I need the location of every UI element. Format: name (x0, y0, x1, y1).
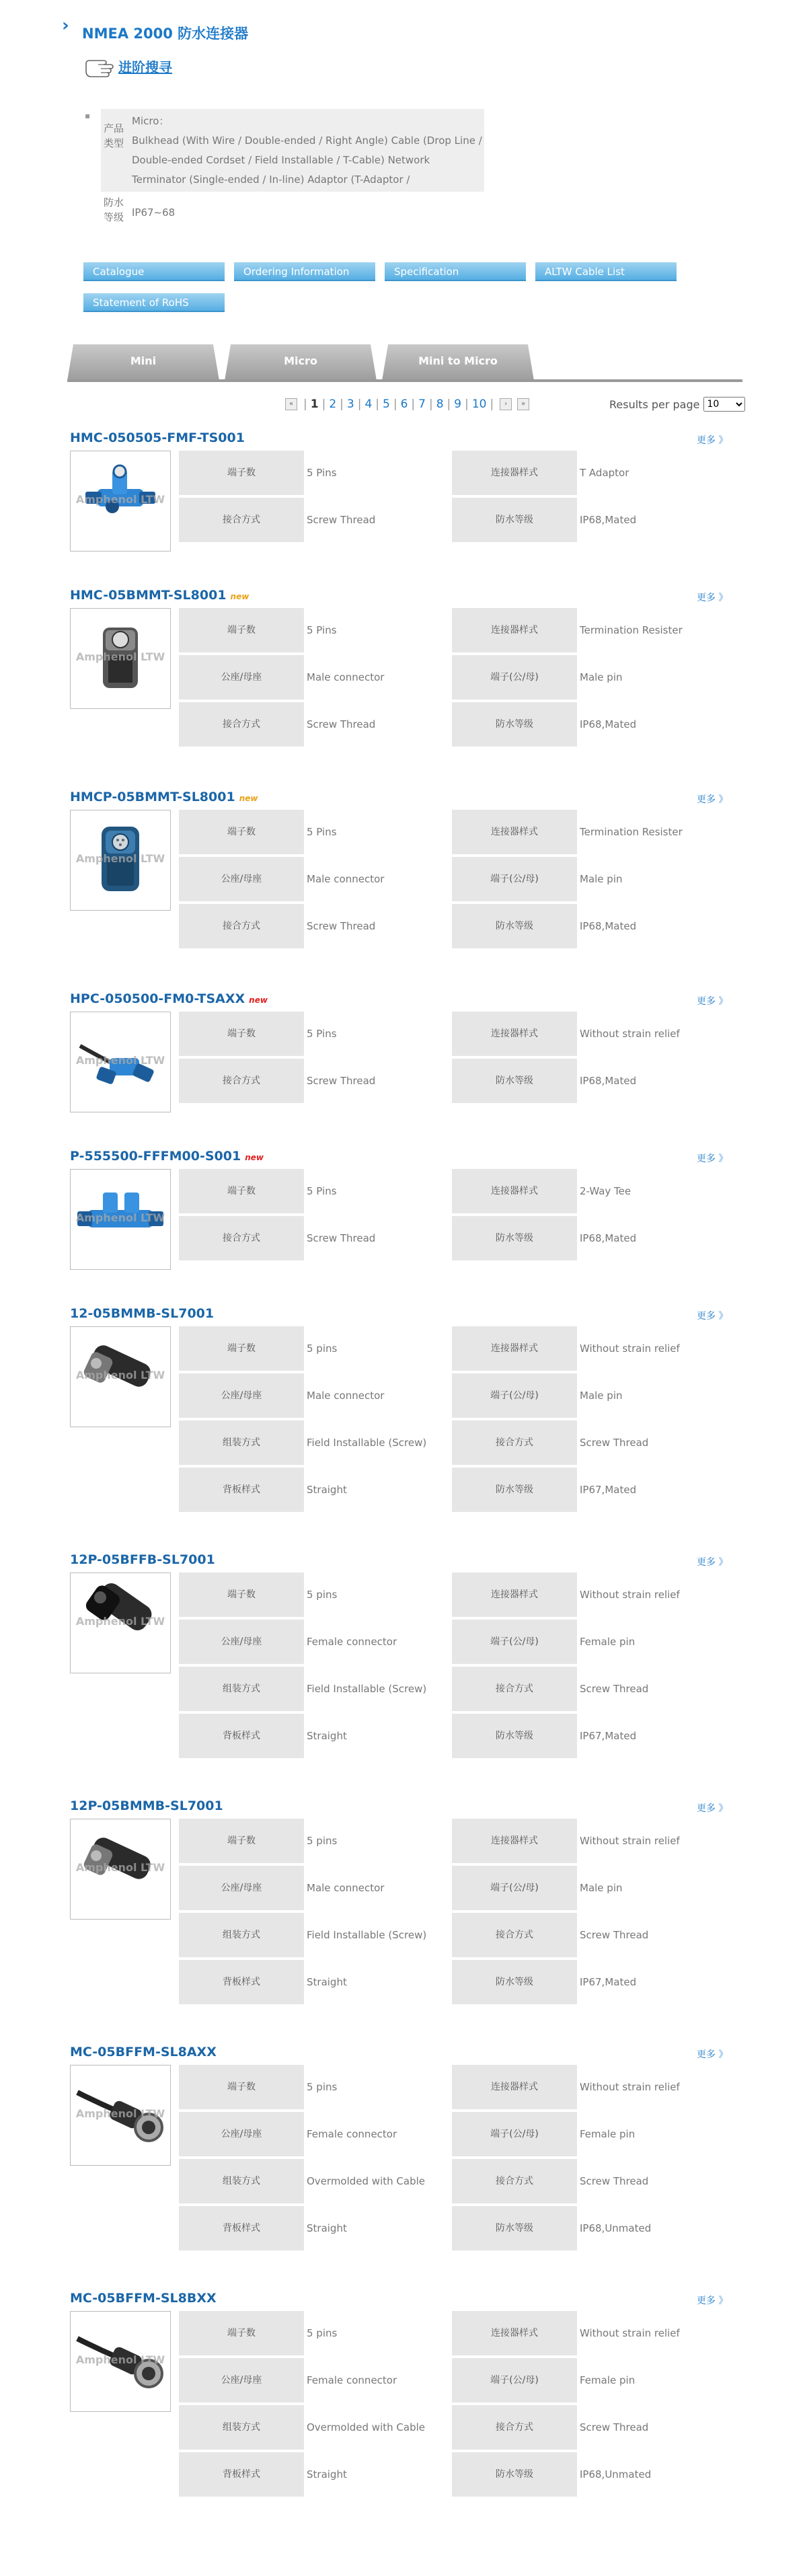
spec-label: 连接器样式 (452, 608, 577, 652)
watermark-text: Amphenol LTW (75, 1211, 165, 1224)
spec-value: Female pin (580, 2374, 636, 2386)
spec-label: 防水等级 (452, 1714, 577, 1758)
spec-value: 5 Pins (307, 1185, 337, 1197)
first-page-button[interactable]: « (285, 398, 297, 410)
watermark-text: Amphenol LTW (75, 1615, 165, 1628)
field-plug-male-icon[interactable] (70, 1819, 171, 1920)
results-per-page (609, 395, 745, 413)
spec-label: 连接器样式 (452, 1573, 577, 1617)
spec-label: 组装方式 (179, 2405, 304, 2450)
spec-label: 防水等级 (452, 2452, 577, 2497)
product-type-line: Terminator (Single-ended / In-line) Adaptor (T-Adaptor / (132, 174, 410, 186)
spec-label: 端子数 (179, 1169, 304, 1213)
page-link-8[interactable]: 8 (436, 397, 444, 411)
page-title: NMEA 2000 防水连接器 (82, 26, 249, 42)
ip-rating-value: IP67~68 (132, 206, 176, 219)
spec-value: Male connector (307, 671, 385, 683)
product-name: HMC-05BMMT-SL8001 (70, 588, 227, 603)
pagination: « | 1 | 2 | 3 | 4 | 5 | 6 | 7 | 8 | 9 | 10 | › » (282, 395, 532, 413)
product-name: P-555500-FFFM00-S001 (70, 1149, 241, 1164)
info-bullet-icon: ▪ (85, 111, 91, 120)
terminator-icon[interactable] (70, 608, 171, 709)
segment-micro[interactable] (225, 344, 377, 381)
watermark-text: Amphenol LTW (75, 1861, 165, 1874)
spec-value: Without strain relief (580, 1342, 680, 1355)
spec-label: 组装方式 (179, 1667, 304, 1711)
page-link-4[interactable]: 4 (364, 397, 373, 411)
spec-label: 连接器样式 (452, 2065, 577, 2109)
watermark-text: Amphenol LTW (75, 2107, 165, 2120)
segment-mini[interactable] (67, 344, 219, 381)
results-per-page-select[interactable] (703, 397, 745, 412)
product-name: MC-05BFFM-SL8AXX (70, 2045, 217, 2059)
spec-label: 接合方式 (452, 1913, 577, 1957)
spec-label: 连接器样式 (452, 2311, 577, 2355)
field-plug-male-icon[interactable] (70, 1326, 171, 1427)
watermark-text: Amphenol LTW (75, 2353, 165, 2366)
product-name: MC-05BFFM-SL8BXX (70, 2291, 217, 2306)
spec-value: Termination Resister (580, 624, 683, 636)
spec-value: IP68,Unmated (580, 2468, 652, 2480)
spec-value: 5 Pins (307, 624, 337, 636)
product-name: 12P-05BFFB-SL7001 (70, 1552, 215, 1567)
spec-label: 防水等级 (452, 2206, 577, 2250)
segment-underline (67, 379, 742, 382)
spec-label: 背板样式 (179, 1468, 304, 1512)
segment-mini-label: Mini (130, 354, 157, 367)
page-link-5[interactable]: 5 (383, 397, 390, 411)
more-link[interactable]: 更多 》 (697, 593, 728, 603)
overmolded-cable-icon[interactable] (70, 2065, 171, 2166)
tab-statement-of-rohs[interactable]: Statement of RoHS (83, 293, 225, 312)
spec-value: Screw Thread (307, 718, 376, 730)
spec-value: IP67,Mated (580, 1730, 637, 1742)
spec-label: 防水等级 (452, 1216, 577, 1260)
last-page-button[interactable]: » (517, 398, 529, 410)
watermark-text: Amphenol LTW (75, 1054, 165, 1067)
spec-value: IP68,Mated (580, 514, 637, 526)
spec-label: 接合方式 (452, 1420, 577, 1465)
two-way-tee-icon[interactable] (70, 1169, 171, 1270)
spec-label: 背板样式 (179, 1960, 304, 2004)
spec-value: Screw Thread (307, 1232, 376, 1244)
spec-value: 5 pins (307, 1589, 338, 1601)
spec-label: 连接器样式 (452, 1012, 577, 1056)
spec-value: 2-Way Tee (580, 1185, 631, 1197)
t-cable-icon[interactable] (70, 1012, 171, 1112)
results-per-page-label: Results per page (609, 397, 700, 411)
spec-value: Straight (307, 2468, 347, 2480)
spec-value: 5 Pins (307, 1028, 337, 1040)
new-badge: new (245, 1153, 264, 1162)
spec-label: 防水等级 (452, 1468, 577, 1512)
spec-label: 端子数 (179, 1573, 304, 1617)
spec-value: 5 Pins (307, 467, 337, 479)
more-link[interactable]: 更多 》 (697, 2296, 728, 2306)
product-type-line: Micro： (132, 115, 169, 127)
spec-label: 连接器样式 (452, 1326, 577, 1371)
spec-label: 接合方式 (179, 1216, 304, 1260)
spec-label: 端子(公/母) (452, 1866, 577, 1910)
watermark-text: Amphenol LTW (75, 852, 165, 865)
product-name: HPC-050500-FM0-TSAXX (70, 991, 245, 1006)
product-title-link[interactable] (70, 991, 268, 1006)
spec-value: 5 pins (307, 1342, 338, 1355)
spec-label: 端子(公/母) (452, 857, 577, 901)
t-adaptor-icon[interactable] (70, 451, 171, 552)
page-link-6[interactable]: 6 (400, 397, 408, 411)
spec-label: 端子(公/母) (452, 1373, 577, 1418)
more-link[interactable]: 更多 》 (697, 996, 728, 1007)
segment-mini-to-micro-label: Mini to Micro (418, 354, 498, 367)
spec-label: 端子数 (179, 2311, 304, 2355)
spec-label: 背板样式 (179, 2206, 304, 2250)
spec-label: 公座/母座 (179, 1866, 304, 1910)
spec-value: Female pin (580, 1636, 636, 1648)
spec-value: Male pin (580, 671, 623, 683)
spec-label: 防水等级 (452, 1059, 577, 1103)
new-badge: new (230, 592, 249, 601)
spec-label: 端子(公/母) (452, 1620, 577, 1664)
spec-value: Male connector (307, 1882, 385, 1894)
product-title-link[interactable] (70, 1306, 214, 1321)
more-link[interactable]: 更多 》 (697, 435, 728, 446)
product-name: 12P-05BMMB-SL7001 (70, 1798, 223, 1813)
spec-value: IP68,Mated (580, 1075, 637, 1087)
watermark-text: Amphenol LTW (75, 1369, 165, 1381)
tab-catalogue[interactable]: Catalogue (83, 262, 225, 281)
spec-value: Female connector (307, 1636, 397, 1648)
spec-value: Without strain relief (580, 2327, 680, 2339)
new-badge: new (239, 794, 258, 803)
spec-label: 背板样式 (179, 1714, 304, 1758)
page-link-3[interactable]: 3 (346, 397, 354, 411)
spec-value: Male pin (580, 873, 623, 885)
spec-value: Field Installable (Screw) (307, 1929, 427, 1941)
more-link[interactable]: 更多 》 (697, 1311, 728, 1322)
spec-label: 防水等级 (452, 702, 577, 747)
product-title-link[interactable] (70, 2045, 217, 2059)
spec-value: Straight (307, 1730, 347, 1742)
spec-label: 防水等级 (452, 498, 577, 542)
spec-label: 端子数 (179, 2065, 304, 2109)
tab-altw-cable-list[interactable]: ALTW Cable List (535, 262, 677, 281)
pointing-hand-icon (83, 54, 120, 77)
spec-label: 公座/母座 (179, 857, 304, 901)
field-plug-female-icon[interactable] (70, 1573, 171, 1673)
tab-specification[interactable]: Specification (385, 262, 526, 281)
spec-label: 防水等级 (452, 1960, 577, 2004)
spec-label: 端子数 (179, 1012, 304, 1056)
more-link[interactable]: 更多 》 (697, 794, 728, 805)
spec-value: IP68,Mated (580, 920, 637, 932)
segment-mini-to-micro[interactable] (382, 344, 534, 381)
spec-value: Screw Thread (580, 1929, 649, 1941)
spec-value: Without strain relief (580, 1028, 680, 1040)
spec-label: 连接器样式 (452, 1169, 577, 1213)
spec-label: 端子数 (179, 451, 304, 495)
page-link-2[interactable]: 2 (329, 397, 337, 411)
page-link-10[interactable]: 10 (471, 397, 487, 411)
spec-value: Screw Thread (580, 2421, 649, 2433)
product-title-link[interactable] (70, 1552, 215, 1567)
spec-value: Straight (307, 1976, 347, 1988)
product-title-link[interactable] (70, 588, 249, 603)
spec-value: Screw Thread (307, 920, 376, 932)
more-link[interactable]: 更多 》 (697, 2049, 728, 2060)
spec-label: 接合方式 (179, 904, 304, 948)
spec-label: 公座/母座 (179, 2358, 304, 2402)
spec-value: Screw Thread (307, 1075, 376, 1087)
spec-value: T Adaptor (580, 467, 629, 479)
spec-value: IP68,Unmated (580, 2222, 652, 2234)
product-title-link[interactable] (70, 1798, 223, 1813)
next-page-button[interactable]: › (500, 398, 512, 410)
spec-label: 组装方式 (179, 2159, 304, 2203)
tab-ordering-information[interactable]: Ordering Information (234, 262, 375, 281)
spec-value: 5 Pins (307, 826, 337, 838)
spec-value: Screw Thread (580, 1683, 649, 1695)
spec-value: Male pin (580, 1390, 623, 1402)
spec-label: 连接器样式 (452, 451, 577, 495)
spec-value: Without strain relief (580, 1589, 680, 1601)
spec-value: Overmolded with Cable (307, 2421, 425, 2433)
overmolded-cable-icon[interactable] (70, 2311, 171, 2412)
more-link[interactable]: 更多 》 (697, 1153, 728, 1164)
spec-label: 端子(公/母) (452, 2358, 577, 2402)
spec-label: 接合方式 (179, 498, 304, 542)
spec-value: Screw Thread (580, 1437, 649, 1449)
spec-value: 5 pins (307, 2081, 338, 2093)
product-name: HMC-050505-FMF-TS001 (70, 430, 245, 445)
product-title-link[interactable] (70, 790, 258, 804)
product-type-label: 产品类型 (104, 122, 124, 149)
watermark-text: Amphenol LTW (75, 650, 165, 663)
spec-label: 公座/母座 (179, 1373, 304, 1418)
spec-value: Field Installable (Screw) (307, 1437, 427, 1449)
spec-label: 组装方式 (179, 1913, 304, 1957)
spec-label: 连接器样式 (452, 810, 577, 854)
page-link-7[interactable]: 7 (418, 397, 426, 411)
spec-value: 5 pins (307, 1835, 338, 1847)
spec-label: 接合方式 (452, 1667, 577, 1711)
spec-label: 端子数 (179, 608, 304, 652)
spec-label: 端子数 (179, 810, 304, 854)
product-title-link[interactable] (70, 2291, 217, 2306)
advanced-search-link[interactable] (83, 52, 172, 79)
page-link-9[interactable]: 9 (454, 397, 462, 411)
spec-label: 端子数 (179, 1326, 304, 1371)
spec-value: Without strain relief (580, 1835, 680, 1847)
spec-value: Female pin (580, 2128, 636, 2140)
product-type-line: Bulkhead (With Wire / Double-ended / Right Angle) Cable (Drop Line / (132, 135, 482, 147)
product-name: 12-05BMMB-SL7001 (70, 1306, 215, 1321)
spec-value: Straight (307, 1484, 347, 1496)
spec-label: 端子数 (179, 1819, 304, 1863)
watermark-text: Amphenol LTW (75, 493, 165, 506)
spec-value: Male pin (580, 1882, 623, 1894)
spec-value: Female connector (307, 2374, 397, 2386)
product-title-link[interactable] (70, 1149, 264, 1164)
terminator-blue-icon[interactable] (70, 810, 171, 911)
product-type-values (132, 112, 482, 190)
spec-value: IP68,Mated (580, 1232, 637, 1244)
spec-value: Field Installable (Screw) (307, 1683, 427, 1695)
product-type-line: Double-ended Cordset / Field Installable / T-Cable) Network (132, 154, 430, 166)
spec-value: 5 pins (307, 2327, 338, 2339)
spec-value: Male connector (307, 1390, 385, 1402)
new-badge: new (249, 995, 268, 1005)
spec-label: 公座/母座 (179, 1620, 304, 1664)
spec-value: Screw Thread (580, 2175, 649, 2187)
more-link[interactable]: 更多 》 (697, 1803, 728, 1814)
product-title-link[interactable] (70, 430, 245, 445)
spec-value: Straight (307, 2222, 347, 2234)
product-name: HMCP-05BMMT-SL8001 (70, 790, 235, 804)
spec-label: 接合方式 (452, 2159, 577, 2203)
spec-value: Male connector (307, 873, 385, 885)
spec-label: 公座/母座 (179, 655, 304, 699)
spec-label: 组装方式 (179, 1420, 304, 1465)
spec-label: 端子(公/母) (452, 655, 577, 699)
spec-value: Female connector (307, 2128, 397, 2140)
title-chevron-icon: › (62, 15, 69, 36)
page-link-1[interactable]: 1 (310, 397, 319, 411)
spec-value: Without strain relief (580, 2081, 680, 2093)
spec-label: 公座/母座 (179, 2112, 304, 2156)
spec-label: 接合方式 (179, 1059, 304, 1103)
spec-label: 端子(公/母) (452, 2112, 577, 2156)
spec-value: IP67,Mated (580, 1484, 637, 1496)
spec-value: IP67,Mated (580, 1976, 637, 1988)
segment-micro-label: Micro (284, 354, 317, 367)
ip-rating-label: 防水等级 (104, 196, 124, 223)
advanced-search-label: 进阶搜寻 (118, 59, 172, 75)
spec-label: 背板样式 (179, 2452, 304, 2497)
spec-label: 防水等级 (452, 904, 577, 948)
spec-label: 连接器样式 (452, 1819, 577, 1863)
spec-value: IP68,Mated (580, 718, 637, 730)
spec-label: 接合方式 (452, 2405, 577, 2450)
spec-label: 接合方式 (179, 702, 304, 747)
spec-value: Screw Thread (307, 514, 376, 526)
spec-value: Termination Resister (580, 826, 683, 838)
more-link[interactable]: 更多 》 (697, 1557, 728, 1568)
spec-value: Overmolded with Cable (307, 2175, 425, 2187)
